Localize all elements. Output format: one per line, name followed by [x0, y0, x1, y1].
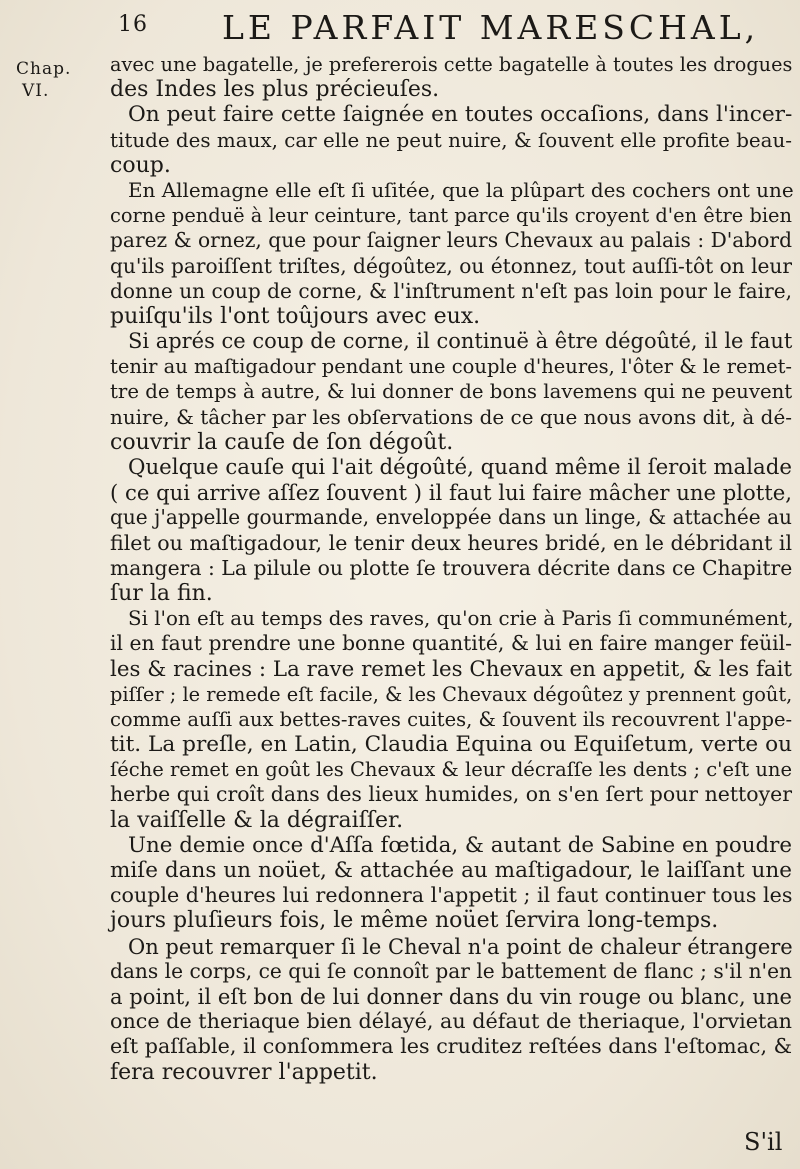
- text-line: puiſqu'ils l'ont toûjours avec eux.: [110, 303, 481, 329]
- text-line: la vaiſſelle & la dégraiſſer.: [110, 807, 404, 833]
- text-line: ſur la fin.: [110, 580, 213, 606]
- text-line: les & racines : La rave remet les Chevaux en appetit, & les fait: [110, 656, 792, 682]
- text-line: couple d'heures lui redonnera l'appetit ; il faut continuer tous les: [110, 883, 793, 908]
- text-line: coup.: [110, 152, 171, 178]
- text-line: mangera : La pilule ou plotte ſe trouvera décrite dans ce Chapitre: [110, 555, 793, 580]
- text-line: que j'appelle gourmande, enveloppée dans un linge, & attachée au: [110, 505, 792, 530]
- text-line: Quelque cauſe qui l'ait dégoûté, quand même il ſeroit malade: [128, 455, 792, 480]
- text-line: ( ce qui arrive aſſez ſouvent ) il faut lui faire mâcher une plotte,: [110, 480, 792, 506]
- text-line: dans le corps, ce qui ſe connoît par le battement de flanc ; s'il n'en: [110, 958, 792, 983]
- text-line: il en faut prendre une bonne quantité, & lui en faire manger feüil-: [110, 631, 792, 656]
- text-line: jours pluſieurs fois, le même noüet ſervira long-temps.: [110, 908, 719, 934]
- text-line: tenir au maſtigadour pendant une couple d'heures, l'ôter & le remet-: [110, 355, 793, 379]
- body-text: [110, 52, 792, 1085]
- text-line: Une demie once d'Aſſa fœtida, & autant de Sabine en poudre: [128, 832, 792, 858]
- text-line: En Allemagne elle eſt ſi uſitée, que la plûpart des cochers ont une: [128, 178, 794, 202]
- text-line: On peut remarquer ſi le Cheval n'a point de chaleur étrangere: [128, 933, 793, 959]
- text-line: nuire, & tâcher par les obſervations de ce que nous avons dit, à dé-: [110, 404, 792, 429]
- text-line: corne penduë à leur ceinture, tant parce qu'ils croyent d'en être bien: [110, 204, 792, 228]
- text-line: Si aprés ce coup de corne, il continuë à être dégoûté, il le faut: [128, 329, 793, 354]
- text-line: a point, il eſt bon de lui donner dans du vin rouge ou blanc, une: [110, 983, 792, 1009]
- text-line: ſéche remet en goût les Chevaux & leur décraſſe les dents ; c'eſt une: [110, 758, 792, 782]
- margin-chapter-number: VI.: [22, 81, 50, 101]
- running-head: LE PARFAIT MARESCHAL,: [222, 8, 760, 47]
- text-line: tre de temps à autre, & lui donner de bons lavemens qui ne peuvent: [110, 380, 793, 404]
- text-line: eſt paſſable, il conſommera les cruditez reſtées dans l'eſtomac, &: [110, 1034, 792, 1059]
- text-line: miſe dans un noüet, & attachée au maſtigadour, le laiſſant une: [110, 858, 792, 883]
- text-line: comme auſſi aux bettes-raves cuites, & ſouvent ils recouvrent l'appe-: [110, 707, 793, 731]
- text-line: donne un coup de corne, & l'inſtrument n'eſt pas loin pour le faire,: [110, 278, 792, 303]
- text-line: tit. La preſle, en Latin, Claudia Equina ou Equiſetum, verte ou: [110, 732, 792, 758]
- text-line: avec une bagatelle, je prefererois cette bagatelle à toutes les drogues: [110, 53, 793, 76]
- margin-chapter-label: Chap.: [16, 59, 72, 79]
- text-line: On peut faire cette ſaignée en toutes occaſions, dans l'incer-: [128, 102, 793, 128]
- text-line: parez & ornez, que pour ſaigner leurs Chevaux au palais : D'abord: [110, 228, 792, 253]
- catchword: S'il: [744, 1128, 783, 1156]
- text-line: Si l'on eſt au temps des raves, qu'on crie à Paris ſi communément,: [128, 607, 794, 631]
- text-line: qu'ils paroiſſent triſtes, dégoûtez, ou étonnez, tout auſſi-tôt on leur: [110, 253, 792, 278]
- text-line: once de theriaque bien délayé, au défaut de theriaque, l'orvietan: [110, 1009, 792, 1034]
- text-line: herbe qui croît dans des lieux humides, on s'en ſert pour nettoyer: [110, 782, 792, 807]
- text-line: des Indes les plus précieuſes.: [110, 77, 440, 103]
- text-line: couvrir la cauſe de ſon dégoût.: [110, 429, 454, 455]
- text-line: filet ou maſtigadour, le tenir deux heures bridé, en le débridant il: [110, 530, 793, 555]
- text-line: piſſer ; le remede eſt facile, & les Chevaux dégoûtez y prennent goût,: [110, 682, 793, 706]
- text-line: titude des maux, car elle ne peut nuire, & ſouvent elle profite beau-: [110, 128, 792, 152]
- text-line: fera recouvrer l'appetit.: [110, 1059, 378, 1085]
- page-number: 16: [118, 12, 148, 37]
